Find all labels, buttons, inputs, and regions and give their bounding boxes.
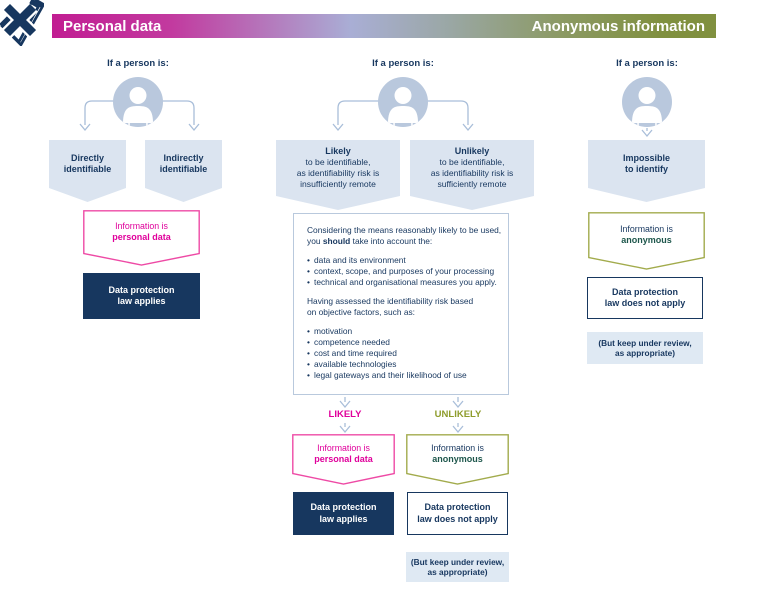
assessment-intro-line2: you should take into account the: [307, 236, 433, 246]
connector-arrows-left [80, 101, 199, 130]
banner-label-personal-data: Personal data [63, 17, 162, 35]
prompt-left: If a person is: [107, 58, 169, 69]
law-label: Data protection law applies [108, 284, 175, 306]
result-anonymous-right [588, 212, 705, 270]
option-indirectly-identifiable [145, 140, 222, 202]
law-not-apply-right [587, 277, 703, 319]
result-personal-data-middle [292, 434, 395, 485]
option-label: Indirectly identifiable [159, 152, 208, 174]
option-impossible-to-identify [588, 140, 705, 202]
option-label: Likely to be identifiable, as identifiability risk is insufficiently remote [296, 146, 380, 189]
result-label: Information is personal data [112, 220, 171, 242]
bullet-item: • technical and organisational measures you apply. [307, 277, 497, 287]
option-unlikely-identifiable [410, 140, 534, 210]
law-label: Data protection law does not apply [417, 502, 498, 524]
bullet-item: • data and its environment [307, 255, 406, 265]
check-icon [0, 0, 44, 46]
bullet-item: • legal gateways and their likelihood of use [307, 370, 467, 380]
result-personal-data-left [83, 210, 200, 266]
law-applies-left [83, 273, 200, 319]
bullet-item: • motivation [307, 326, 353, 336]
connector-arrow-right [642, 128, 652, 136]
prompt-middle: If a person is: [372, 58, 434, 69]
assessment-box [293, 213, 509, 395]
assessment-intro-line1: Considering the means reasonably likely to be used, [307, 225, 502, 235]
option-label: Impossible to identify [622, 152, 670, 174]
option-label: Unlikely to be identifiable, as identifiability risk is sufficiently remote [430, 146, 514, 189]
bullet-item: • cost and time required [307, 348, 397, 358]
person-icon [113, 77, 163, 127]
prompt-right: If a person is: [616, 58, 678, 69]
law-label: Data protection law does not apply [604, 286, 686, 308]
review-note-middle [406, 552, 509, 582]
check-icon [0, 0, 40, 44]
result-anonymous-middle [406, 434, 509, 485]
law-label: Data protection law applies [310, 502, 377, 524]
review-label: (But keep under review, as appropriate) [598, 337, 692, 358]
spectrum-banner [52, 14, 716, 38]
cross-icon [0, 0, 40, 40]
option-likely-identifiable [276, 140, 400, 210]
result-label: Information is personal data [314, 442, 373, 464]
banner-label-anonymous-information: Anonymous information [531, 17, 705, 35]
bullet-item: • available technologies [307, 359, 397, 369]
person-icon [378, 77, 428, 127]
option-directly-identifiable [49, 140, 126, 202]
option-label: Directly identifiable [63, 152, 112, 174]
law-not-apply-middle [407, 492, 508, 535]
law-applies-middle [293, 492, 394, 535]
bullet-item: • competence needed [307, 337, 390, 347]
assessment-mid-line2: on objective factors, such as: [307, 307, 415, 317]
cross-icon [0, 0, 40, 40]
assessment-mid-line1: Having assessed the identifiability risk based [307, 296, 474, 306]
bullet-item: • context, scope, and purposes of your processing [307, 266, 495, 276]
person-icon [622, 77, 672, 127]
branch-label-likely: LIKELY [328, 409, 362, 420]
branch-label-unlikely: UNLIKELY [434, 409, 482, 420]
result-label: Information is anonymous [620, 223, 673, 245]
result-label: Information is anonymous [431, 442, 484, 464]
review-note-right [587, 332, 703, 364]
review-label: (But keep under review, as appropriate) [410, 556, 505, 577]
